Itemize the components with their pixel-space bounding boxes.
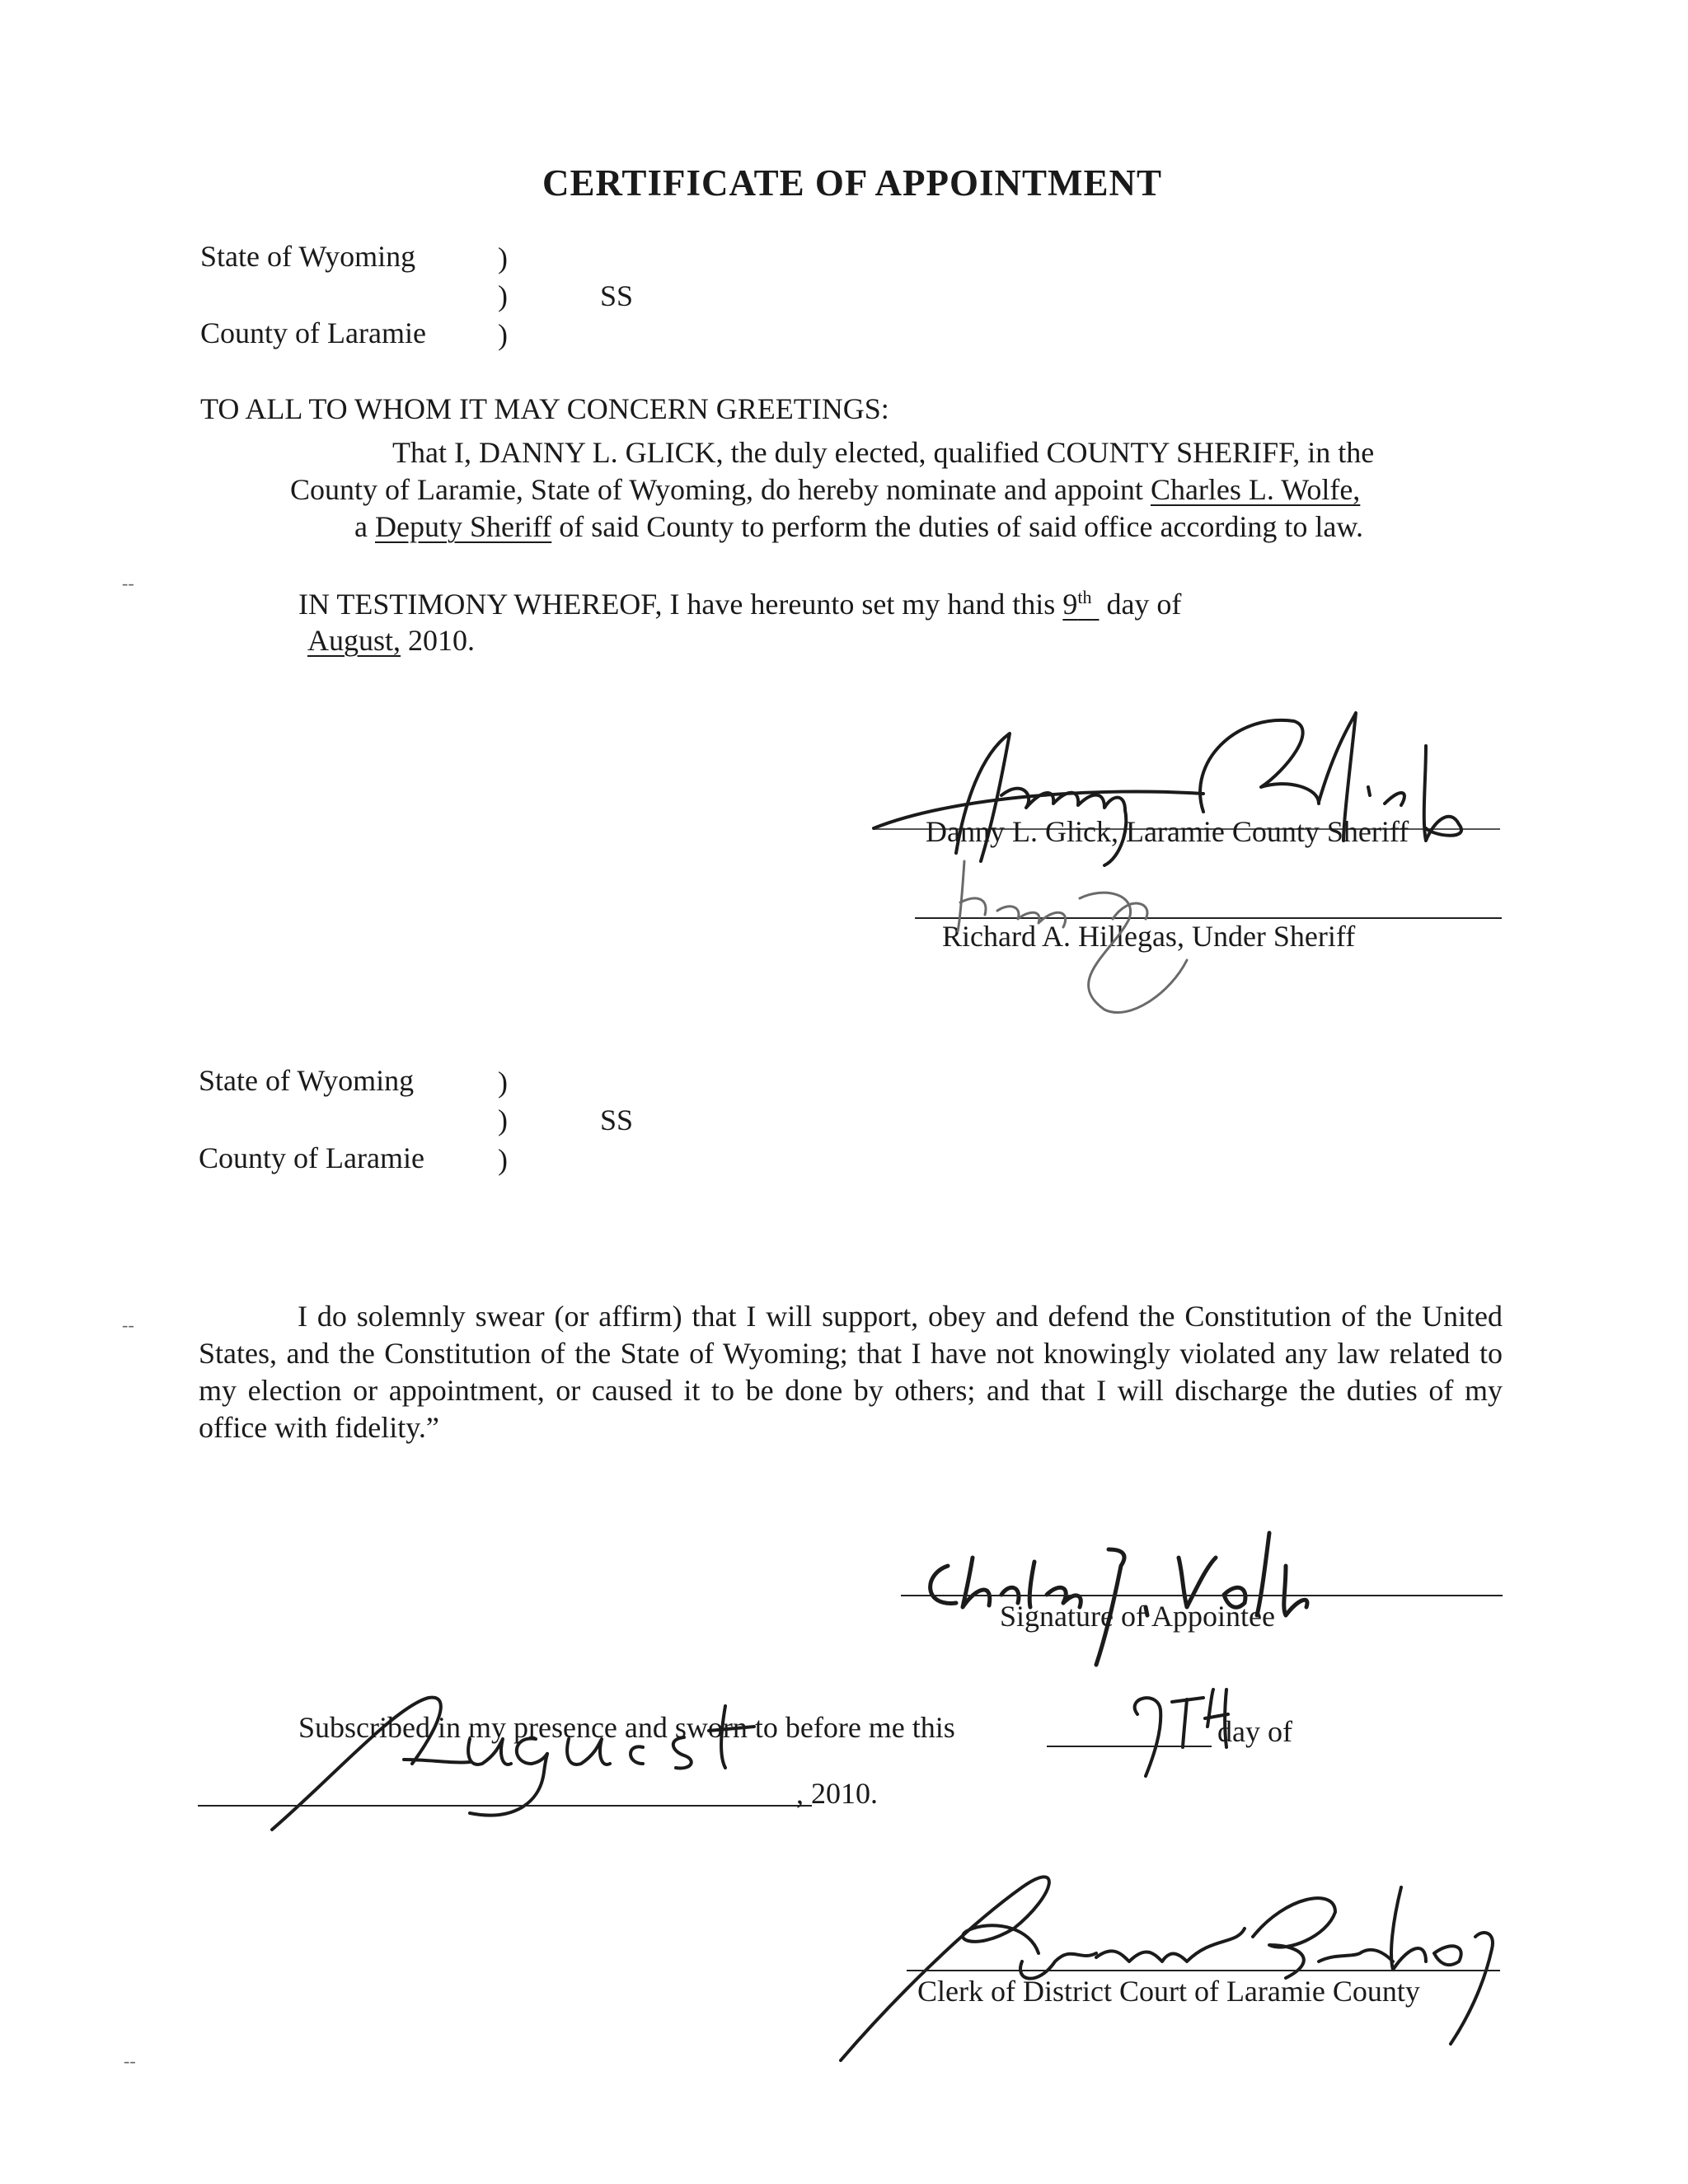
appointment-text: a	[354, 510, 368, 543]
venue-ss: SS	[600, 1104, 634, 1137]
page-title: CERTIFICATE OF APPOINTMENT	[542, 162, 1162, 204]
subscribed-year: , 2010.	[796, 1777, 878, 1810]
oath-paragraph: I do solemnly swear (or affirm) that I will support, obey and defend the Constitution of the United States, and the Constitution of the State of Wyoming; that I have not knowingly violated any law related to my election or appointment, or caused it to be done by others; and that I will discharge the duties of my office with fidelity.”	[199, 1300, 1503, 1444]
scan-mark: --	[124, 2050, 136, 2071]
venue-county: County of Laramie	[199, 1141, 424, 1174]
position-title: Deputy Sheriff	[374, 510, 552, 543]
appointment-line-3	[354, 509, 1363, 544]
testimony-line	[298, 587, 1181, 621]
subscribed-text: Subscribed in my presence and sworn to before me this	[298, 1711, 955, 1744]
venue-paren: )	[498, 279, 508, 312]
appointee-name: Charles L. Wolfe,	[1150, 473, 1361, 506]
venue-county: County of Laramie	[200, 316, 426, 349]
scan-mark: --	[122, 573, 134, 593]
greeting: TO ALL TO WHOM IT MAY CONCERN GREETINGS:	[200, 392, 889, 425]
subscribed-day-of: day of	[1217, 1715, 1292, 1748]
venue-paren: )	[498, 318, 508, 351]
clerk-signature-label: Clerk of District Court of Laramie County	[917, 1975, 1420, 2008]
appointment-text: County of Laramie, State of Wyoming, do hereby nominate and appoint	[290, 473, 1143, 506]
appointee-signature-label: Signature of Appointee	[1000, 1600, 1275, 1633]
signature-line	[901, 1595, 1503, 1596]
appointment-line-2	[290, 472, 1360, 507]
day-blank-line	[1047, 1746, 1212, 1747]
venue-paren: )	[498, 1143, 508, 1176]
venue-paren: )	[498, 1066, 508, 1099]
testimony-day: 9th	[1062, 587, 1092, 621]
venue-ss: SS	[600, 279, 634, 312]
appointment-text: of said County to perform the duties of said office according to law.	[559, 510, 1364, 543]
scan-mark: --	[122, 1315, 134, 1335]
venue-paren: )	[498, 1104, 508, 1137]
under-sheriff-signature	[940, 837, 1253, 1026]
signature-line	[907, 1970, 1500, 1971]
testimony-year: 2010.	[408, 624, 476, 657]
testimony-month: August,	[307, 624, 401, 657]
clerk-signature	[824, 1838, 1500, 2069]
testimony-text: IN TESTIMONY WHEREOF, I have hereunto set my hand this	[298, 588, 1056, 621]
testimony-date	[307, 623, 475, 658]
venue-state: State of Wyoming	[200, 240, 416, 273]
under-sheriff-signature-label: Richard A. Hillegas, Under Sheriff	[942, 920, 1356, 953]
appointment-line-1: That I, DANNY L. GLICK, the duly elected, qualified COUNTY SHERIFF, in the	[392, 436, 1375, 469]
venue-state: State of Wyoming	[199, 1064, 415, 1097]
testimony-text: day of	[1106, 588, 1182, 621]
venue-paren: )	[498, 241, 508, 274]
august-handwritten	[264, 1673, 890, 1838]
month-blank-line	[198, 1805, 812, 1807]
sheriff-signature-label: Danny L. Glick, Laramie County Sheriff	[926, 815, 1409, 848]
